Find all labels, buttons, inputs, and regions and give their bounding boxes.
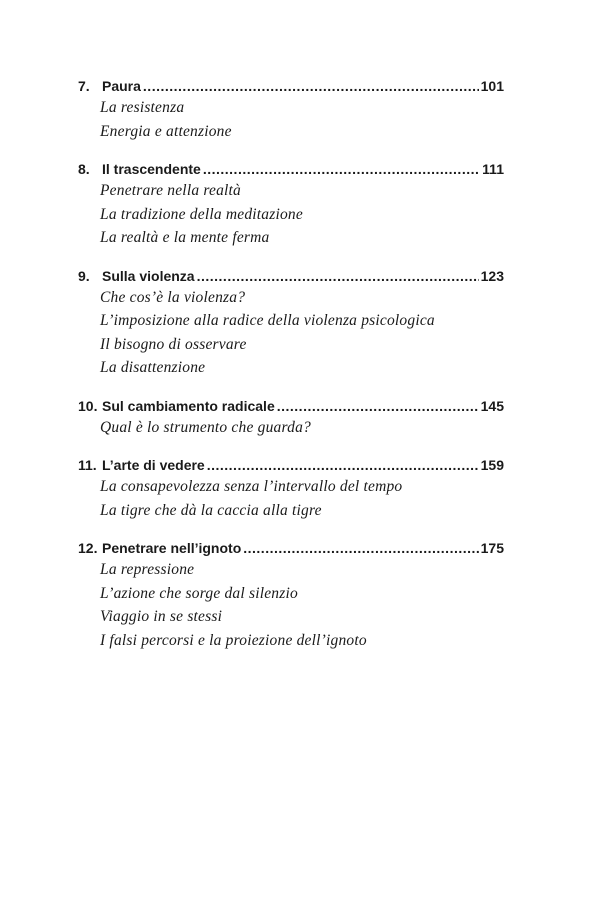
chapter-title: Il trascendente bbox=[102, 161, 201, 177]
chapter-number: 9. bbox=[78, 267, 90, 284]
dot-leader bbox=[207, 455, 479, 475]
section-entry[interactable]: Il bisogno di osservare bbox=[100, 335, 247, 353]
section-entry[interactable]: L’imposizione alla radice della violenza psicologica bbox=[100, 312, 435, 329]
chapter-number: 12. bbox=[78, 540, 98, 556]
chapter-title: L’arte di vedere bbox=[102, 457, 205, 473]
section-entry[interactable]: Penetrare nella realtà bbox=[100, 182, 241, 199]
section-entry[interactable]: La realtà e la mente ferma bbox=[100, 229, 270, 246]
section-list bbox=[78, 179, 504, 250]
section-entry[interactable]: L’azione che sorge dal silenzio bbox=[100, 584, 298, 602]
section-entry[interactable]: La tigre che dà la caccia alla tigre bbox=[100, 501, 322, 519]
chapter-heading[interactable] bbox=[78, 76, 504, 96]
chapter-page-number: 111 bbox=[482, 161, 504, 177]
toc-chapter-11 bbox=[78, 455, 504, 522]
toc-chapter-10 bbox=[78, 396, 504, 440]
section-entry[interactable]: La resistenza bbox=[100, 99, 185, 116]
chapter-number: 7. bbox=[78, 78, 90, 94]
toc-chapter-7 bbox=[78, 76, 504, 143]
section-entry[interactable]: La tradizione della meditazione bbox=[100, 205, 303, 223]
dot-leader bbox=[143, 76, 479, 96]
chapter-number: 8. bbox=[78, 161, 90, 177]
section-entry[interactable]: Viaggio in se stessi bbox=[100, 608, 223, 625]
section-entry[interactable]: La disattenzione bbox=[100, 359, 206, 376]
section-list bbox=[78, 416, 504, 440]
dot-leader bbox=[243, 538, 478, 558]
section-list bbox=[78, 96, 504, 143]
chapter-number: 10. bbox=[78, 397, 98, 414]
chapter-page-number: 145 bbox=[480, 397, 504, 414]
chapter-heading[interactable] bbox=[78, 266, 504, 286]
chapter-page-number: 123 bbox=[480, 267, 504, 284]
toc-chapter-12 bbox=[78, 538, 504, 652]
section-list bbox=[78, 475, 504, 522]
dot-leader bbox=[277, 396, 479, 416]
section-entry[interactable]: I falsi percorsi e la proiezione dell’ignoto bbox=[100, 631, 367, 649]
dot-leader bbox=[197, 266, 479, 286]
toc-chapter-8 bbox=[78, 159, 504, 250]
section-list bbox=[78, 286, 504, 380]
chapter-heading[interactable] bbox=[78, 159, 504, 179]
section-list bbox=[78, 558, 504, 652]
section-entry[interactable]: Energia e attenzione bbox=[100, 122, 232, 140]
chapter-title: Penetrare nell’ignoto bbox=[102, 540, 242, 556]
dot-leader bbox=[203, 159, 480, 179]
chapter-page-number: 159 bbox=[480, 457, 504, 473]
section-entry[interactable]: Qual è lo strumento che guarda? bbox=[100, 418, 311, 436]
section-entry[interactable]: La consapevolezza senza l’intervallo del tempo bbox=[100, 478, 403, 495]
toc-chapter-9 bbox=[78, 266, 504, 380]
chapter-number: 11. bbox=[78, 457, 97, 473]
chapter-page-number: 175 bbox=[480, 540, 504, 556]
section-entry[interactable]: La repressione bbox=[100, 561, 195, 578]
chapter-title: Sul cambiamento radicale bbox=[102, 397, 275, 414]
chapter-heading[interactable] bbox=[78, 538, 504, 558]
chapter-title: Sulla violenza bbox=[102, 267, 195, 284]
chapter-page-number: 101 bbox=[480, 78, 504, 94]
section-entry[interactable]: Che cos’è la violenza? bbox=[100, 288, 246, 306]
table-of-contents bbox=[78, 76, 504, 668]
chapter-heading[interactable] bbox=[78, 455, 504, 475]
chapter-title: Paura bbox=[102, 78, 141, 94]
chapter-heading[interactable] bbox=[78, 396, 504, 416]
